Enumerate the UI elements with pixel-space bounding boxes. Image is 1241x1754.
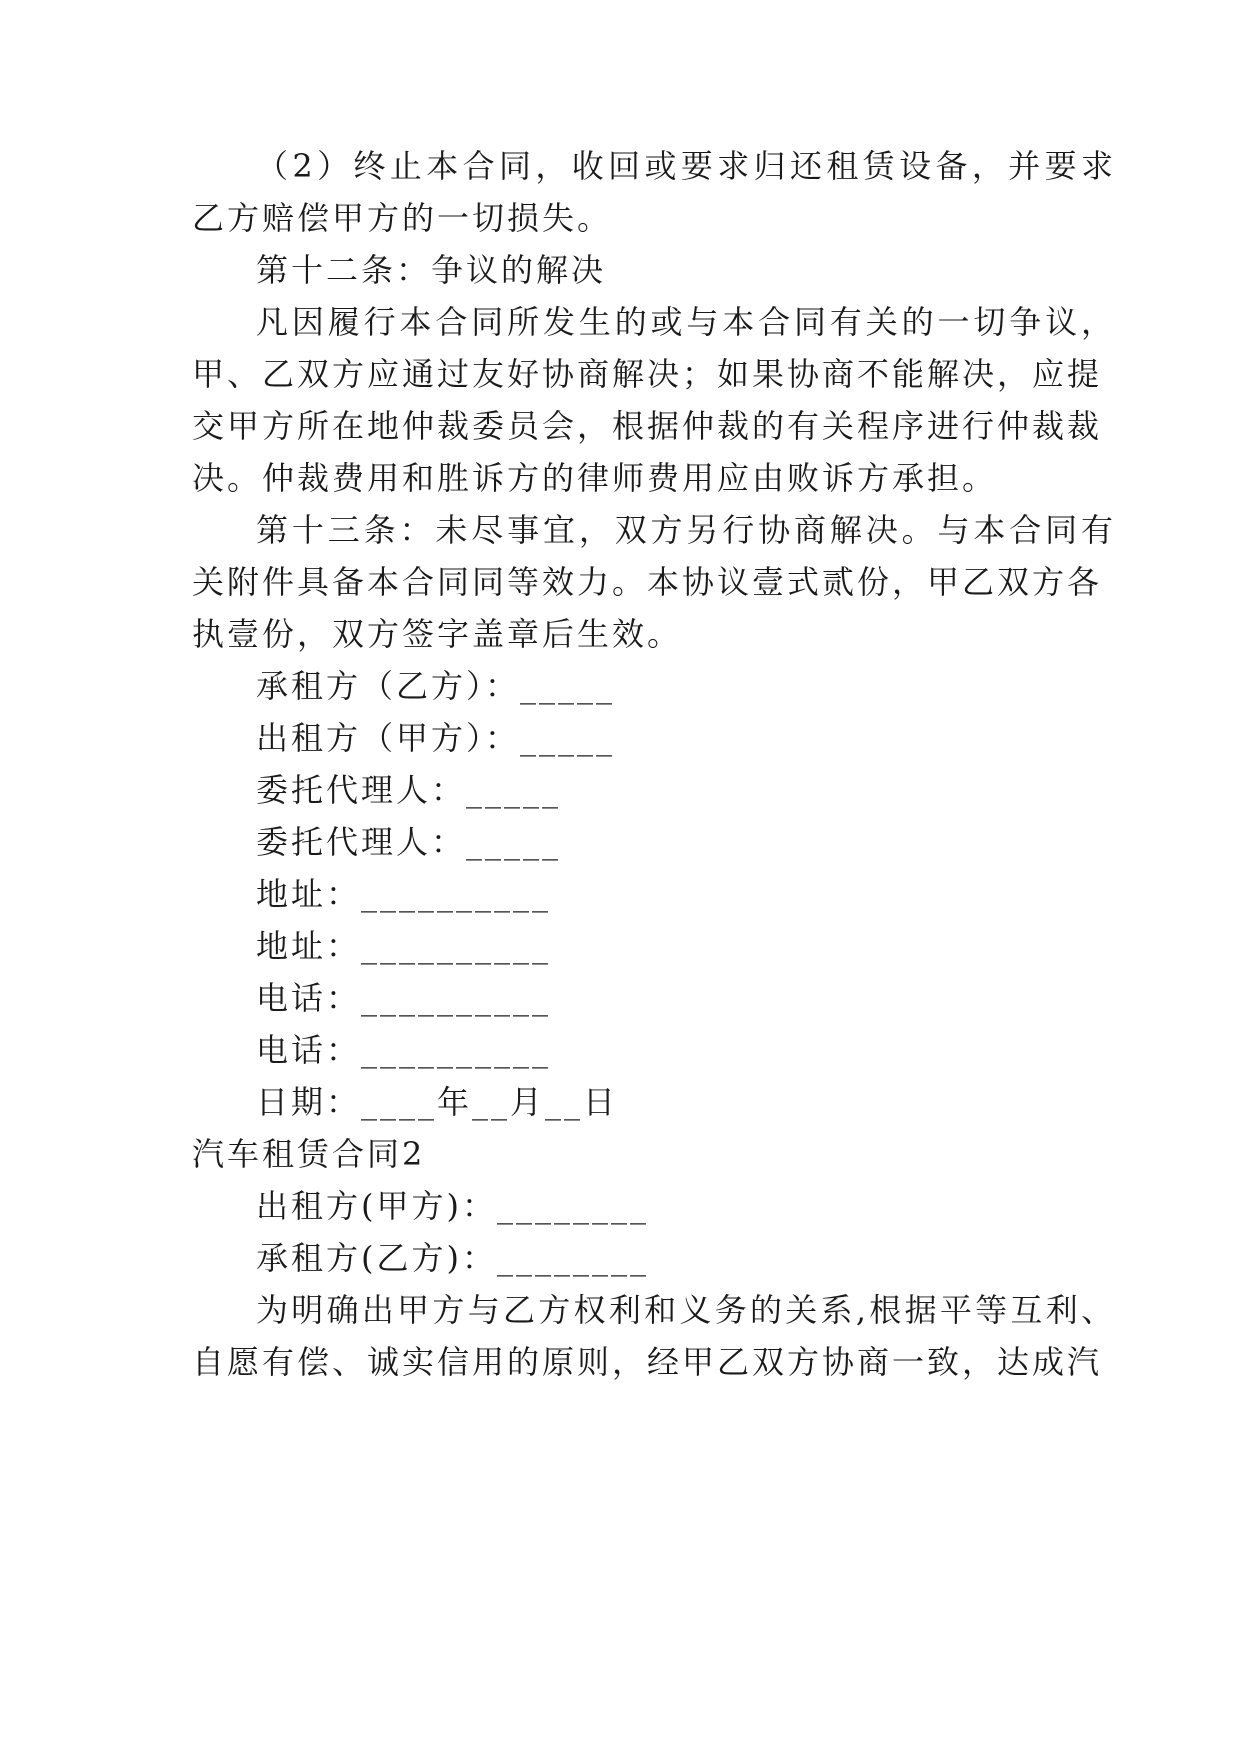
lessor-signature-field: 出租方（甲方）：_____	[256, 719, 616, 757]
phone-field-2: 电话：__________	[256, 1031, 552, 1069]
clause-13-line-1: 第十三条：未尽事宜，双方另行协商解决。与本合同有	[256, 511, 1116, 549]
clause-11-item-2-line-2: 乙方赔偿甲方的一切损失。	[192, 199, 613, 237]
contract-2-preamble-line-1: 为明确出甲方与乙方权利和义务的关系,根据平等互利、	[256, 1291, 1116, 1329]
clause-12-heading: 第十二条：争议的解决	[256, 251, 607, 289]
contract-2-title: 汽车租赁合同2	[192, 1135, 426, 1173]
clause-12-text-line-2: 甲、乙双方应通过友好协商解决；如果协商不能解决，应提	[192, 355, 1103, 393]
agent-field-1: 委托代理人：_____	[256, 771, 562, 809]
address-field-1: 地址：__________	[256, 875, 552, 913]
clause-12-text-line-3: 交甲方所在地仲裁委员会，根据仲裁的有关程序进行仲裁裁	[192, 407, 1103, 445]
phone-field-1: 电话：__________	[256, 979, 552, 1017]
clause-11-item-2-line-1: （2）终止本合同，收回或要求归还租赁设备，并要求	[256, 147, 1116, 185]
clause-13-line-2: 关附件具备本合同同等效力。本协议壹式贰份，甲乙双方各	[192, 563, 1103, 601]
contract-2-lessor-field: 出租方(甲方)：________	[256, 1187, 649, 1225]
clause-13-line-3: 执壹份，双方签字盖章后生效。	[192, 615, 683, 653]
lessee-signature-field: 承租方（乙方）：_____	[256, 667, 616, 705]
clause-12-text-line-1: 凡因履行本合同所发生的或与本合同有关的一切争议，	[256, 303, 1116, 341]
agent-field-2: 委托代理人：_____	[256, 823, 562, 861]
contract-2-lessee-field: 承租方(乙方)：________	[256, 1239, 649, 1277]
contract-2-preamble-line-2: 自愿有偿、诚实信用的原则，经甲乙双方协商一致，达成汽	[192, 1343, 1103, 1381]
address-field-2: 地址：__________	[256, 927, 552, 965]
clause-12-text-line-4: 决。仲裁费用和胜诉方的律师费用应由败诉方承担。	[192, 459, 998, 497]
date-field: 日期：____年__月__日	[256, 1083, 619, 1121]
